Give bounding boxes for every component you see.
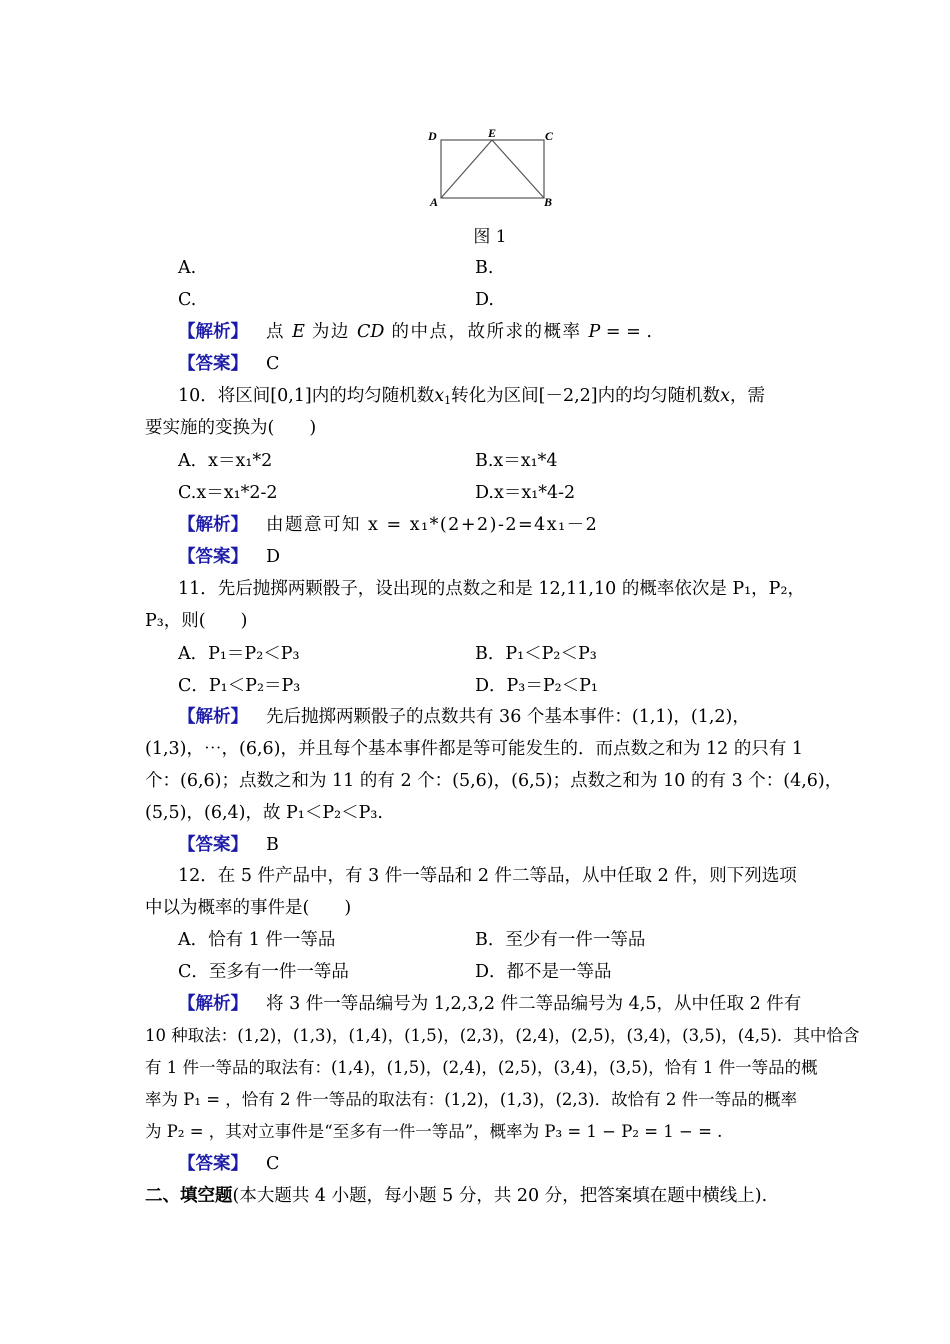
analysis-tag: 【解析】 (178, 515, 248, 535)
q10-stem-line1: 10．将区间[0,1]内的均匀随机数$x_1$转化为区间[－2,2]内的均匀随机数x，需 (178, 386, 766, 407)
q11-analysis-line4: (5,5)，(6,4)，故 P₁＜P₂＜P₃. (145, 803, 383, 823)
label-e: E (488, 126, 497, 140)
answer-tag: 【答案】 (178, 547, 248, 567)
q12-option-c: C．至多有一件一等品 (178, 962, 349, 982)
q12-analysis-line2: 10 种取法：(1,2)，(1,3)，(1,4)，(1,5)，(2,3)，(2,4)，(2,5)，(3,4)，(3,5)，(4,5)．其中恰含 (145, 1026, 860, 1045)
q12-analysis-line5: 为 P₂ = ，其对立事件是“至多有一件一等品”，概率为 P₃ = 1 − P₂ = 1 − = . (145, 1122, 723, 1141)
q10-stem-line2: 要实施的变换为( ) (145, 418, 317, 438)
q12-stem-line2: 中以为概率的事件是( ) (145, 898, 352, 918)
q11-option-a: A．P₁＝P₂＜P₃ (178, 644, 300, 664)
analysis-tag: 【解析】 (178, 707, 248, 727)
q10-option-d: D.x＝x₁*4-2 (475, 483, 576, 503)
q9-answer: 【答案】 C (178, 354, 280, 374)
q11-option-c: C．P₁＜P₂＝P₃ (178, 676, 301, 696)
rectangle-abcd (441, 140, 544, 198)
figure-caption: 图 1 (473, 227, 507, 247)
segment-eb (492, 140, 544, 198)
label-d: D (428, 129, 437, 143)
segment-ae (441, 140, 492, 198)
q12-analysis-line4: 率为 P₁ = ，恰有 2 件一等品的取法有：(1,2)，(1,3)，(2,3)．故恰有 2 件一等品的概率 (145, 1090, 798, 1109)
q10-option-b: B.x＝x₁*4 (475, 451, 558, 471)
q11-option-d: D．P₃＝P₂＜P₁ (475, 676, 598, 696)
q10-analysis: 【解析】 由题意可知 x = x₁*(2+2)-2=4x₁－2 (178, 515, 599, 535)
q12-analysis-line1: 【解析】 将 3 件一等品编号为 1,2,3,2 件二等品编号为 4,5，从中任取 2 件有 (178, 994, 802, 1014)
q10-answer: 【答案】 D (178, 547, 281, 567)
q11-analysis-line2: (1,3)，⋯，(6,6)，并且每个基本事件都是等可能发生的．而点数之和为 12 的只有 1 (145, 739, 804, 759)
q11-answer: 【答案】 B (178, 835, 279, 855)
q9-option-c: C. (178, 290, 197, 310)
q12-option-a: A．恰有 1 件一等品 (178, 930, 336, 950)
analysis-tag: 【解析】 (178, 322, 248, 342)
q10-option-a: A．x＝x₁*2 (178, 451, 273, 471)
rectangle-figure (425, 126, 555, 212)
q11-analysis-line1: 【解析】 先后抛掷两颗骰子的点数共有 36 个基本事件：(1,1)，(1,2)， (178, 707, 750, 727)
q12-analysis-line3: 有 1 件一等品的取法有：(1,4)，(1,5)，(2,4)，(2,5)，(3,4)，(3,5)，恰有 1 件一等品的概 (145, 1058, 818, 1077)
q9-option-d: D. (475, 290, 494, 310)
label-c: C (545, 129, 554, 143)
answer-tag: 【答案】 (178, 354, 248, 374)
answer-tag: 【答案】 (178, 1154, 248, 1174)
section2-title: 二、填空题 (145, 1186, 233, 1206)
q12-stem-line1: 12．在 5 件产品中，有 3 件一等品和 2 件二等品，从中任取 2 件，则下列选项 (178, 866, 797, 886)
q11-analysis-line3: 个：(6,6)；点数之和为 11 的有 2 个：(5,6)，(6,5)；点数之和为 10 的有 3 个：(4,6)， (145, 771, 843, 791)
q9-analysis: 【解析】 点 E 为边 CD 的中点，故所求的概率 P = = . (178, 322, 652, 342)
answer-tag: 【答案】 (178, 835, 248, 855)
q11-option-b: B．P₁＜P₂＜P₃ (475, 644, 597, 664)
analysis-tag: 【解析】 (178, 994, 248, 1014)
q12-answer: 【答案】 C (178, 1154, 280, 1174)
q10-option-c: C.x＝x₁*2-2 (178, 483, 278, 503)
label-a: A (430, 195, 439, 209)
q12-option-d: D．都不是一等品 (475, 962, 612, 982)
q11-stem-line2: P₃，则( ) (145, 611, 248, 631)
q9-option-b: B. (475, 258, 494, 278)
section2-heading: 二、填空题(本大题共 4 小题，每小题 5 分，共 20 分，把答案填在题中横线上). (145, 1186, 768, 1206)
label-b: B (544, 195, 553, 209)
q12-option-b: B．至少有一件一等品 (475, 930, 646, 950)
q9-option-a: A. (178, 258, 197, 278)
q11-stem-line1: 11．先后抛掷两颗骰子，设出现的点数之和是 12,11,10 的概率依次是 P₁，P₂， (178, 579, 805, 599)
